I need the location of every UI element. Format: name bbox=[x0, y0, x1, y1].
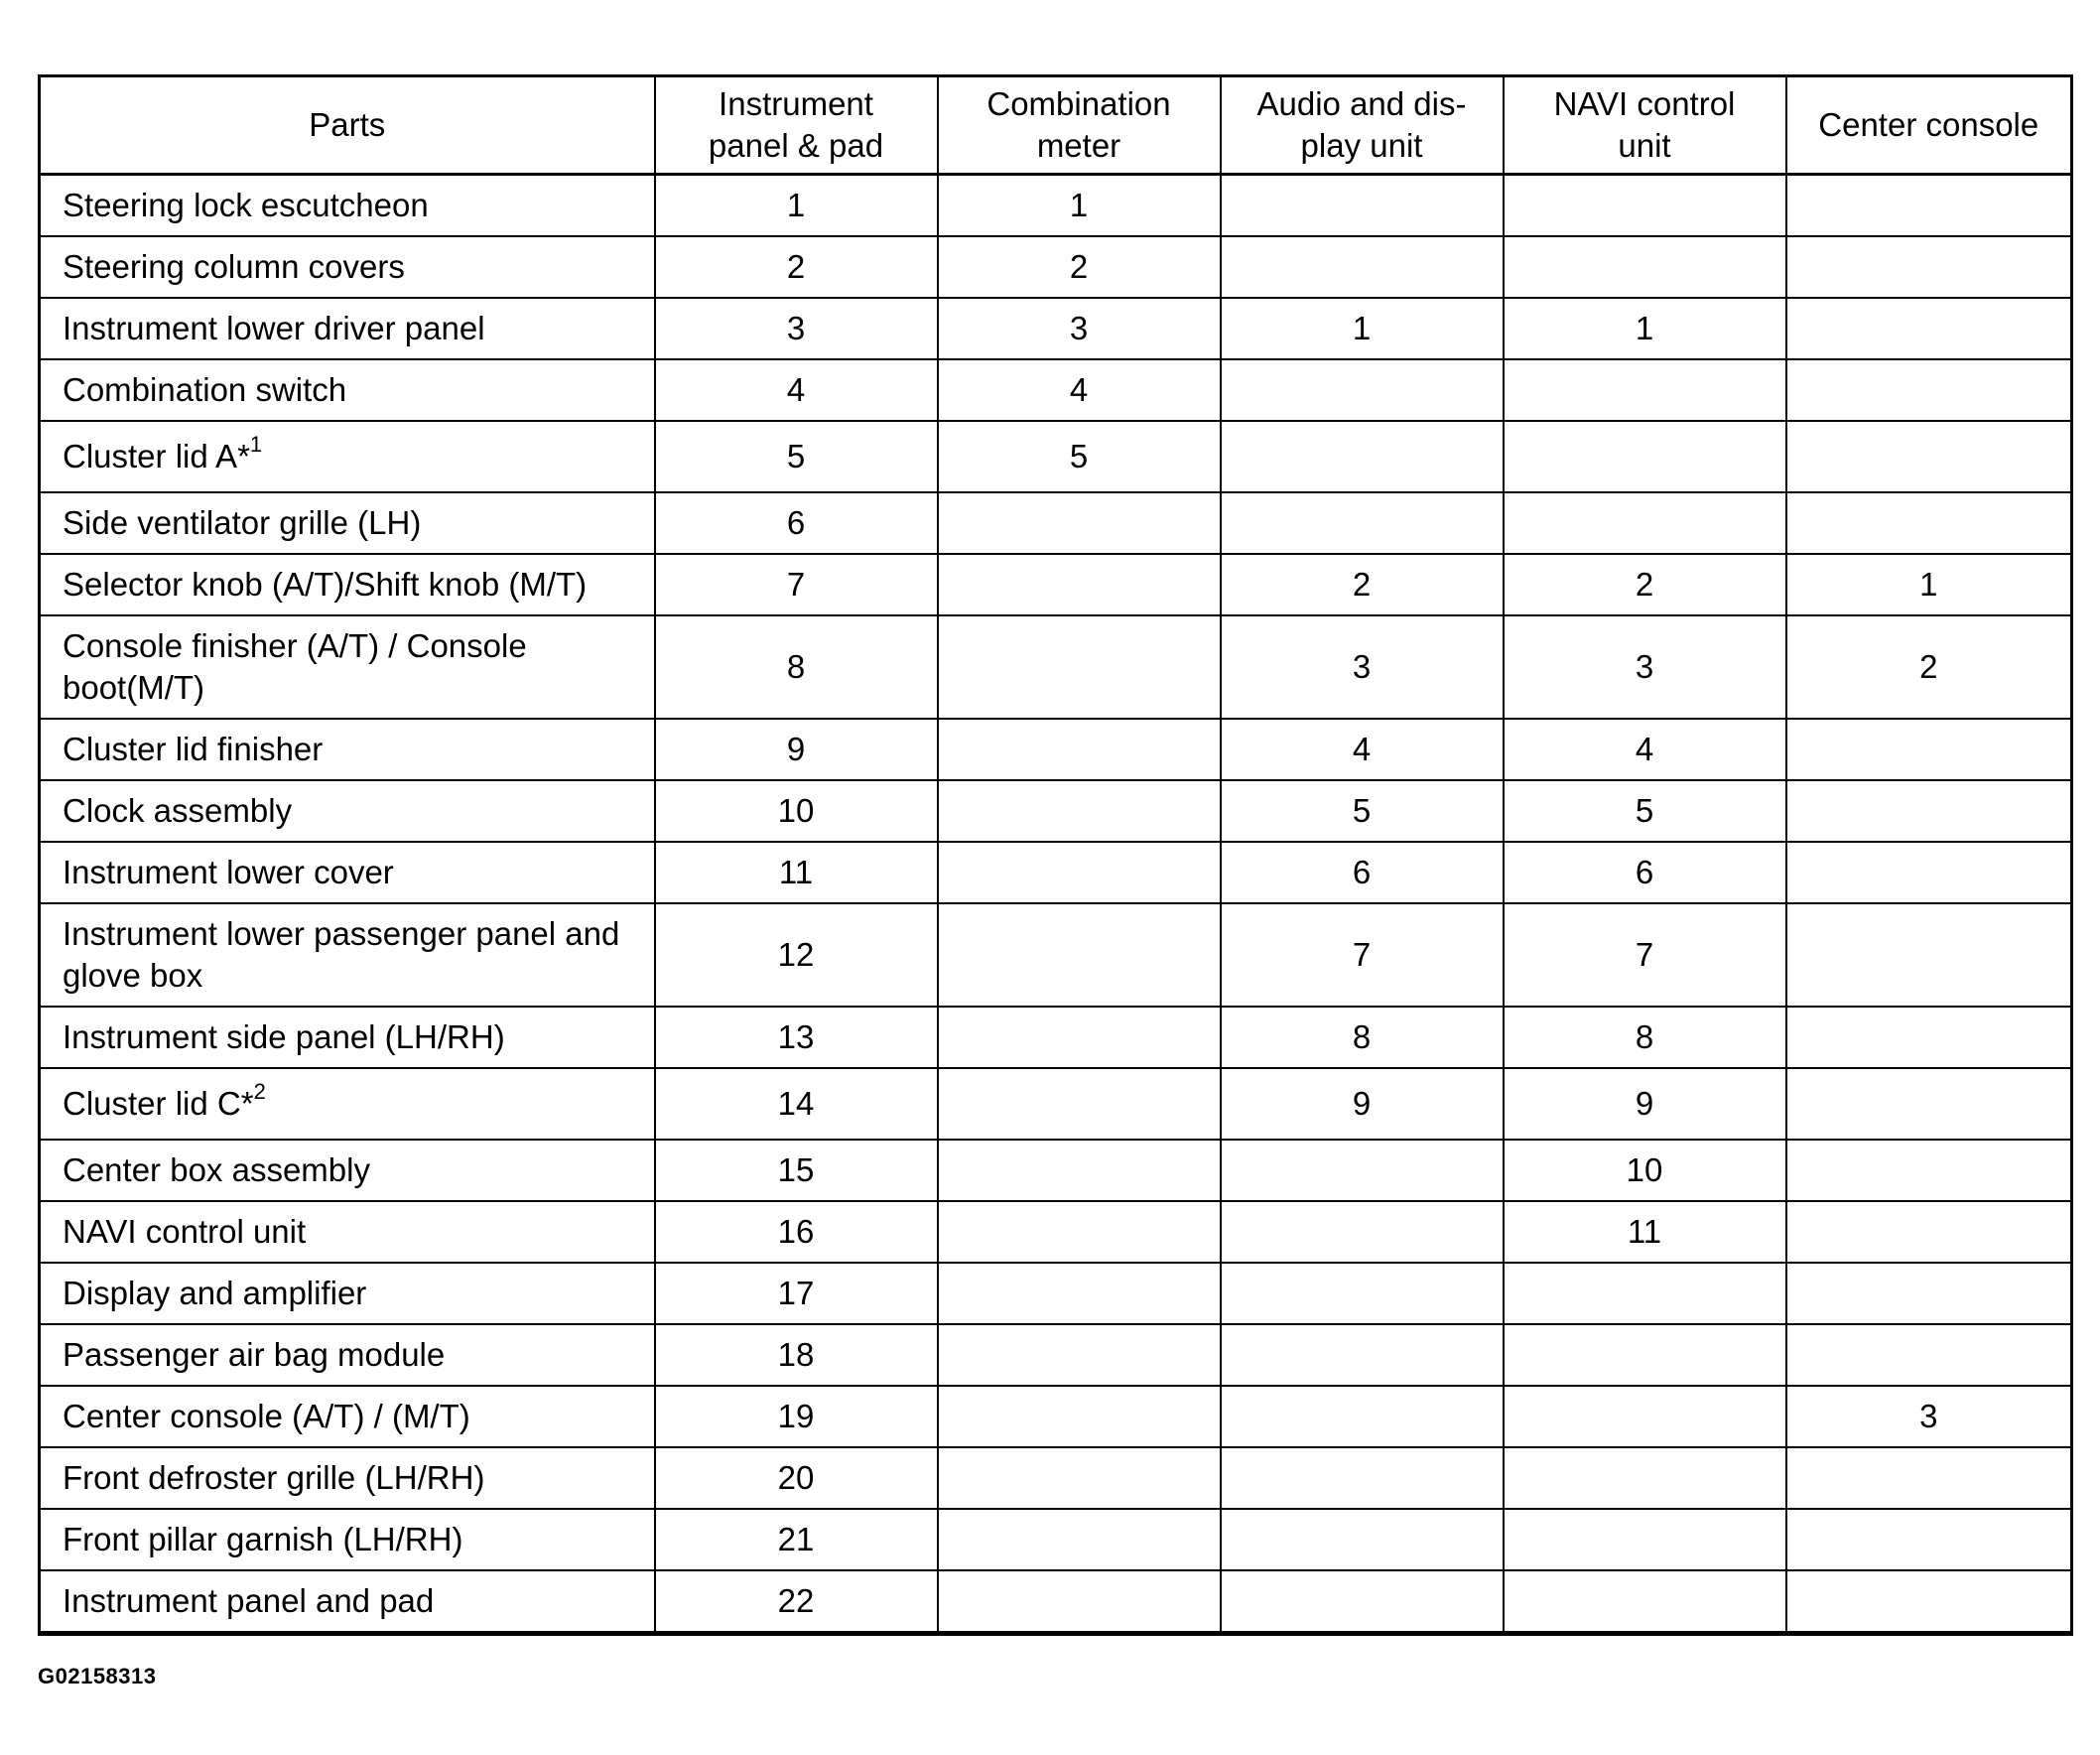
part-name-cell bbox=[40, 236, 655, 298]
step-cell-instrument-panel: 4 bbox=[655, 359, 938, 421]
step-cell-navi-control-unit: 6 bbox=[1504, 842, 1786, 903]
step-cell-combination-meter bbox=[938, 1386, 1221, 1447]
part-name: Passenger air bag module bbox=[63, 1336, 446, 1373]
step-cell-navi-control-unit bbox=[1504, 359, 1786, 421]
step-cell-instrument-panel: 5 bbox=[655, 421, 938, 492]
step-cell-combination-meter bbox=[938, 554, 1221, 615]
step-cell-audio-display-unit bbox=[1221, 1570, 1504, 1634]
step-cell-center-console bbox=[1786, 1140, 2072, 1201]
step-cell-audio-display-unit: 5 bbox=[1221, 780, 1504, 842]
table-row bbox=[40, 1447, 2072, 1509]
table-row bbox=[40, 1140, 2072, 1201]
header-parts: Parts bbox=[40, 76, 655, 175]
part-name: Instrument lower driver panel bbox=[63, 310, 485, 346]
header-combination-meter: Combination meter bbox=[938, 76, 1221, 175]
part-name-cell bbox=[40, 1068, 655, 1140]
step-cell-audio-display-unit bbox=[1221, 492, 1504, 554]
step-cell-center-console bbox=[1786, 421, 2072, 492]
step-cell-combination-meter: 4 bbox=[938, 359, 1221, 421]
table-header-row bbox=[40, 76, 2072, 175]
step-cell-navi-control-unit bbox=[1504, 1386, 1786, 1447]
table-row bbox=[40, 175, 2072, 237]
step-cell-navi-control-unit bbox=[1504, 236, 1786, 298]
part-name: Steering column covers bbox=[63, 248, 405, 285]
part-name: Side ventilator grille (LH) bbox=[63, 504, 422, 541]
step-cell-center-console bbox=[1786, 298, 2072, 359]
step-cell-navi-control-unit bbox=[1504, 1447, 1786, 1509]
step-cell-center-console bbox=[1786, 175, 2072, 237]
table-row bbox=[40, 554, 2072, 615]
step-cell-audio-display-unit bbox=[1221, 1386, 1504, 1447]
table-row bbox=[40, 1570, 2072, 1634]
part-name: Cluster lid finisher bbox=[63, 731, 324, 767]
step-cell-center-console bbox=[1786, 1570, 2072, 1634]
step-cell-instrument-panel: 2 bbox=[655, 236, 938, 298]
step-cell-combination-meter bbox=[938, 1570, 1221, 1634]
table-row bbox=[40, 842, 2072, 903]
step-cell-instrument-panel: 9 bbox=[655, 719, 938, 780]
figure-code: G02158313 bbox=[38, 1664, 157, 1688]
step-cell-combination-meter bbox=[938, 842, 1221, 903]
part-name-cell bbox=[40, 298, 655, 359]
table-row bbox=[40, 298, 2072, 359]
part-name: Clock assembly bbox=[63, 792, 293, 829]
step-cell-instrument-panel: 21 bbox=[655, 1509, 938, 1570]
step-cell-instrument-panel: 10 bbox=[655, 780, 938, 842]
step-cell-instrument-panel: 16 bbox=[655, 1201, 938, 1263]
part-name-cell bbox=[40, 780, 655, 842]
step-cell-center-console bbox=[1786, 842, 2072, 903]
part-name: Instrument lower cover bbox=[63, 854, 394, 890]
step-cell-center-console bbox=[1786, 719, 2072, 780]
step-cell-audio-display-unit: 3 bbox=[1221, 615, 1504, 719]
step-cell-audio-display-unit bbox=[1221, 1324, 1504, 1386]
part-name: Console finisher (A/T) / Console boot(M/T) bbox=[63, 627, 527, 706]
part-name: Steering lock escutcheon bbox=[63, 187, 429, 223]
step-cell-audio-display-unit: 9 bbox=[1221, 1068, 1504, 1140]
table-row bbox=[40, 492, 2072, 554]
table-row bbox=[40, 1263, 2072, 1324]
table-row bbox=[40, 1068, 2072, 1140]
part-name: Instrument side panel (LH/RH) bbox=[63, 1018, 505, 1055]
step-cell-navi-control-unit: 11 bbox=[1504, 1201, 1786, 1263]
step-cell-center-console bbox=[1786, 1324, 2072, 1386]
step-cell-navi-control-unit bbox=[1504, 492, 1786, 554]
step-cell-audio-display-unit bbox=[1221, 1140, 1504, 1201]
part-name: Display and amplifier bbox=[63, 1275, 367, 1311]
part-name-cell bbox=[40, 1570, 655, 1634]
step-cell-instrument-panel: 12 bbox=[655, 903, 938, 1007]
step-cell-audio-display-unit: 8 bbox=[1221, 1007, 1504, 1068]
step-cell-navi-control-unit bbox=[1504, 1509, 1786, 1570]
step-cell-audio-display-unit: 4 bbox=[1221, 719, 1504, 780]
step-cell-navi-control-unit: 4 bbox=[1504, 719, 1786, 780]
step-cell-navi-control-unit bbox=[1504, 421, 1786, 492]
part-name: Instrument lower passenger panel and glove box bbox=[63, 915, 620, 994]
part-name-cell bbox=[40, 1509, 655, 1570]
header-instrument-panel: Instrument panel & pad bbox=[655, 76, 938, 175]
step-cell-center-console bbox=[1786, 1201, 2072, 1263]
table-row bbox=[40, 1007, 2072, 1068]
step-cell-audio-display-unit bbox=[1221, 1201, 1504, 1263]
step-cell-combination-meter bbox=[938, 492, 1221, 554]
step-cell-audio-display-unit bbox=[1221, 1447, 1504, 1509]
step-cell-audio-display-unit bbox=[1221, 1509, 1504, 1570]
table-row bbox=[40, 1201, 2072, 1263]
part-name-cell bbox=[40, 554, 655, 615]
step-cell-navi-control-unit: 5 bbox=[1504, 780, 1786, 842]
table-row bbox=[40, 903, 2072, 1007]
table-row bbox=[40, 1509, 2072, 1570]
step-cell-combination-meter: 1 bbox=[938, 175, 1221, 237]
step-cell-instrument-panel: 3 bbox=[655, 298, 938, 359]
part-name: Selector knob (A/T)/Shift knob (M/T) bbox=[63, 566, 588, 603]
part-name: Instrument panel and pad bbox=[63, 1582, 435, 1619]
step-cell-instrument-panel: 1 bbox=[655, 175, 938, 237]
step-cell-instrument-panel: 20 bbox=[655, 1447, 938, 1509]
step-cell-instrument-panel: 8 bbox=[655, 615, 938, 719]
step-cell-combination-meter bbox=[938, 903, 1221, 1007]
footnote-marker: 1 bbox=[249, 432, 263, 457]
footnote-marker: 2 bbox=[253, 1079, 266, 1104]
step-cell-audio-display-unit bbox=[1221, 1263, 1504, 1324]
step-cell-audio-display-unit bbox=[1221, 359, 1504, 421]
step-cell-center-console bbox=[1786, 359, 2072, 421]
part-name-cell bbox=[40, 1386, 655, 1447]
part-name-cell bbox=[40, 421, 655, 492]
step-cell-center-console bbox=[1786, 1007, 2072, 1068]
step-cell-audio-display-unit: 1 bbox=[1221, 298, 1504, 359]
step-cell-navi-control-unit: 9 bbox=[1504, 1068, 1786, 1140]
step-cell-combination-meter bbox=[938, 1509, 1221, 1570]
step-cell-instrument-panel: 18 bbox=[655, 1324, 938, 1386]
part-name: Combination switch bbox=[63, 371, 347, 408]
step-cell-navi-control-unit bbox=[1504, 175, 1786, 237]
part-name: Cluster lid A* bbox=[63, 438, 250, 474]
parts-removal-table bbox=[38, 74, 2073, 1636]
part-name-cell bbox=[40, 492, 655, 554]
step-cell-navi-control-unit: 1 bbox=[1504, 298, 1786, 359]
step-cell-center-console bbox=[1786, 1068, 2072, 1140]
table-body bbox=[40, 175, 2072, 1634]
step-cell-combination-meter: 5 bbox=[938, 421, 1221, 492]
step-cell-instrument-panel: 13 bbox=[655, 1007, 938, 1068]
part-name: NAVI control unit bbox=[63, 1213, 307, 1250]
step-cell-audio-display-unit: 6 bbox=[1221, 842, 1504, 903]
step-cell-audio-display-unit bbox=[1221, 421, 1504, 492]
step-cell-combination-meter bbox=[938, 1007, 1221, 1068]
step-cell-instrument-panel: 15 bbox=[655, 1140, 938, 1201]
table-row bbox=[40, 236, 2072, 298]
step-cell-center-console bbox=[1786, 1509, 2072, 1570]
step-cell-combination-meter bbox=[938, 780, 1221, 842]
step-cell-center-console bbox=[1786, 780, 2072, 842]
step-cell-combination-meter bbox=[938, 1068, 1221, 1140]
part-name-cell bbox=[40, 903, 655, 1007]
step-cell-audio-display-unit bbox=[1221, 175, 1504, 237]
part-name-cell bbox=[40, 842, 655, 903]
part-name-cell bbox=[40, 615, 655, 719]
step-cell-instrument-panel: 17 bbox=[655, 1263, 938, 1324]
step-cell-center-console: 2 bbox=[1786, 615, 2072, 719]
part-name-cell bbox=[40, 1007, 655, 1068]
step-cell-combination-meter bbox=[938, 1447, 1221, 1509]
step-cell-center-console bbox=[1786, 903, 2072, 1007]
step-cell-combination-meter bbox=[938, 719, 1221, 780]
part-name-cell bbox=[40, 1263, 655, 1324]
part-name-cell bbox=[40, 1324, 655, 1386]
step-cell-instrument-panel: 19 bbox=[655, 1386, 938, 1447]
step-cell-center-console: 3 bbox=[1786, 1386, 2072, 1447]
table-row bbox=[40, 1386, 2072, 1447]
part-name-cell bbox=[40, 719, 655, 780]
step-cell-combination-meter: 2 bbox=[938, 236, 1221, 298]
step-cell-center-console bbox=[1786, 1263, 2072, 1324]
table-row bbox=[40, 719, 2072, 780]
table-row bbox=[40, 421, 2072, 492]
part-name: Cluster lid C* bbox=[63, 1085, 254, 1122]
step-cell-audio-display-unit: 2 bbox=[1221, 554, 1504, 615]
part-name: Center console (A/T) / (M/T) bbox=[63, 1398, 470, 1434]
header-audio-display-unit: Audio and dis- play unit bbox=[1221, 76, 1504, 175]
step-cell-audio-display-unit bbox=[1221, 236, 1504, 298]
step-cell-navi-control-unit bbox=[1504, 1570, 1786, 1634]
step-cell-center-console bbox=[1786, 492, 2072, 554]
step-cell-instrument-panel: 7 bbox=[655, 554, 938, 615]
table-row bbox=[40, 1324, 2072, 1386]
part-name-cell bbox=[40, 175, 655, 237]
table-row bbox=[40, 780, 2072, 842]
part-name: Front defroster grille (LH/RH) bbox=[63, 1459, 485, 1496]
step-cell-combination-meter bbox=[938, 1324, 1221, 1386]
part-name: Front pillar garnish (LH/RH) bbox=[63, 1521, 463, 1557]
step-cell-navi-control-unit: 2 bbox=[1504, 554, 1786, 615]
table-row bbox=[40, 359, 2072, 421]
step-cell-combination-meter bbox=[938, 1201, 1221, 1263]
step-cell-instrument-panel: 11 bbox=[655, 842, 938, 903]
header-center-console: Center console bbox=[1786, 76, 2072, 175]
step-cell-audio-display-unit: 7 bbox=[1221, 903, 1504, 1007]
step-cell-center-console bbox=[1786, 1447, 2072, 1509]
step-cell-combination-meter bbox=[938, 1263, 1221, 1324]
step-cell-combination-meter bbox=[938, 615, 1221, 719]
step-cell-instrument-panel: 22 bbox=[655, 1570, 938, 1634]
header-navi-control-unit: NAVI control unit bbox=[1504, 76, 1786, 175]
part-name-cell bbox=[40, 1201, 655, 1263]
step-cell-navi-control-unit: 8 bbox=[1504, 1007, 1786, 1068]
step-cell-combination-meter: 3 bbox=[938, 298, 1221, 359]
table-row bbox=[40, 615, 2072, 719]
step-cell-combination-meter bbox=[938, 1140, 1221, 1201]
step-cell-navi-control-unit bbox=[1504, 1324, 1786, 1386]
step-cell-navi-control-unit: 7 bbox=[1504, 903, 1786, 1007]
step-cell-navi-control-unit: 3 bbox=[1504, 615, 1786, 719]
part-name: Center box assembly bbox=[63, 1151, 370, 1188]
step-cell-center-console: 1 bbox=[1786, 554, 2072, 615]
step-cell-navi-control-unit: 10 bbox=[1504, 1140, 1786, 1201]
part-name-cell bbox=[40, 359, 655, 421]
step-cell-navi-control-unit bbox=[1504, 1263, 1786, 1324]
step-cell-instrument-panel: 14 bbox=[655, 1068, 938, 1140]
part-name-cell bbox=[40, 1140, 655, 1201]
part-name-cell bbox=[40, 1447, 655, 1509]
step-cell-instrument-panel: 6 bbox=[655, 492, 938, 554]
step-cell-center-console bbox=[1786, 236, 2072, 298]
